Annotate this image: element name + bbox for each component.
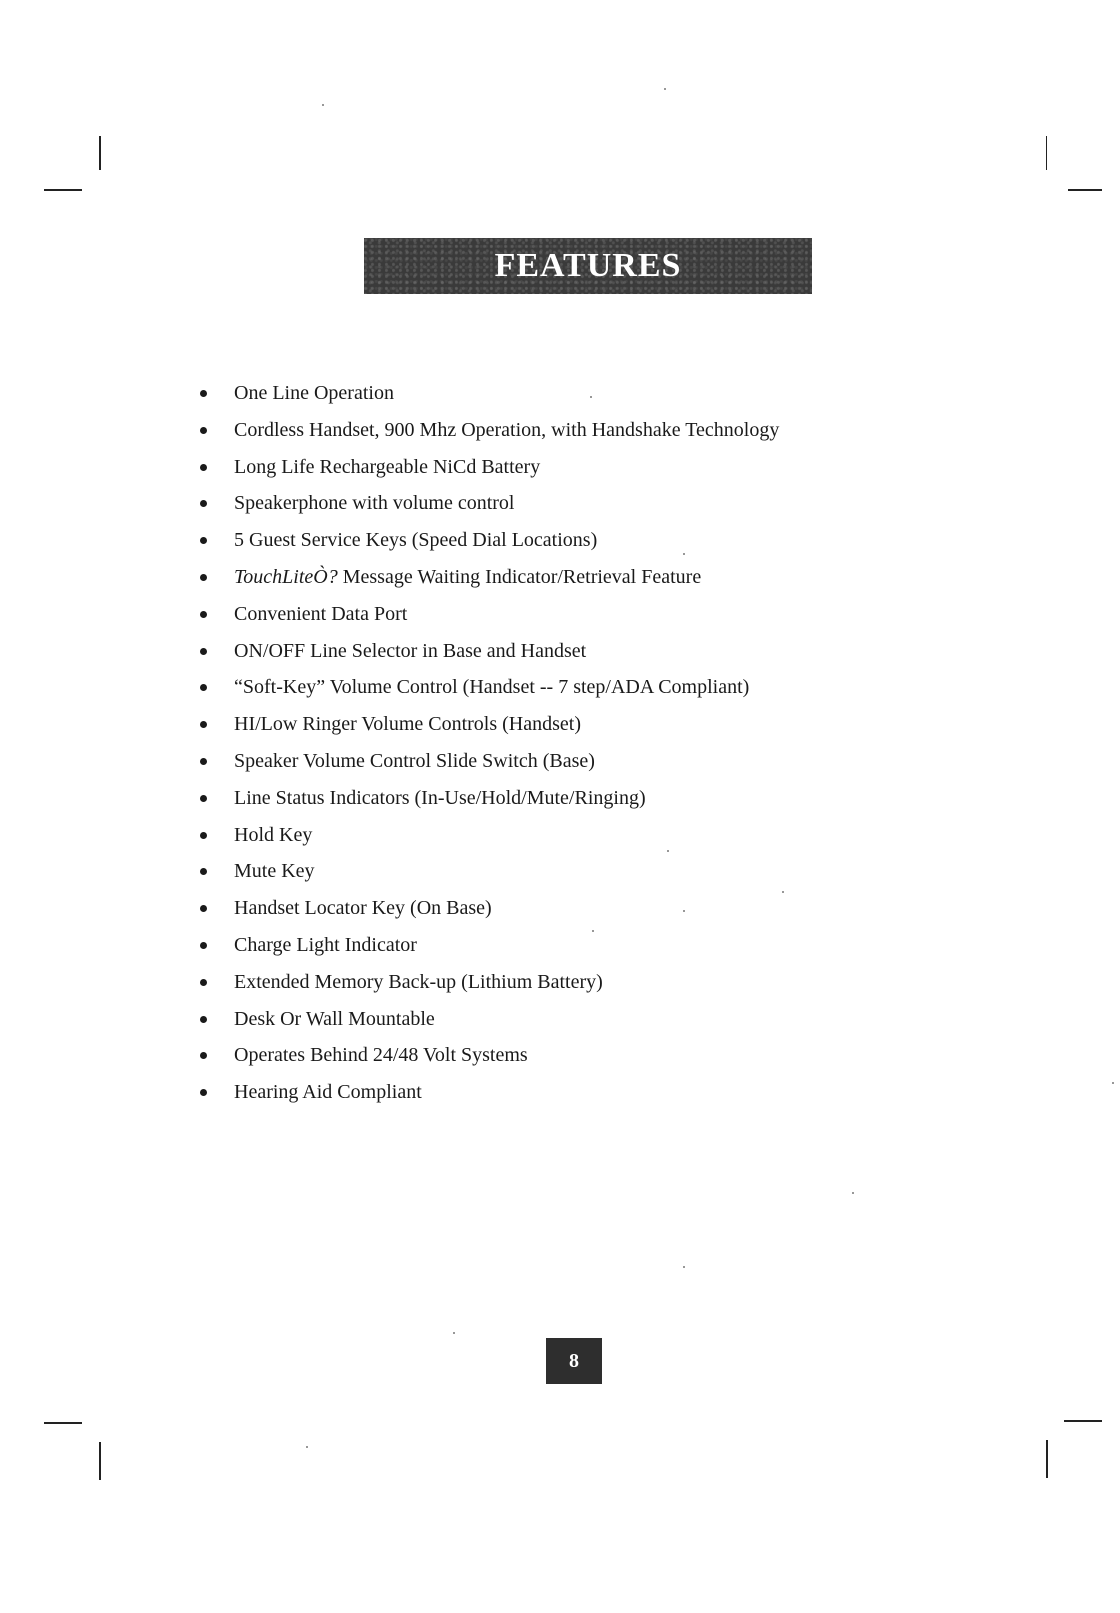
feature-text: Charge Light Indicator [234, 933, 417, 956]
list-item [196, 780, 779, 817]
bullet-icon [200, 1052, 207, 1059]
list-item [196, 964, 779, 1001]
list-item [196, 927, 779, 964]
scan-speckle [664, 88, 666, 90]
bullet-icon [200, 611, 207, 618]
bullet-icon [200, 832, 207, 839]
scan-speckle [322, 104, 324, 106]
scan-speckle [852, 1192, 854, 1194]
list-item [196, 1001, 779, 1038]
crop-mark-top-right-vertical [1046, 136, 1047, 170]
scan-speckle [453, 1332, 455, 1334]
list-item [196, 817, 779, 854]
feature-text: Speaker Volume Control Slide Switch (Base) [234, 749, 595, 772]
feature-text: Handset Locator Key (On Base) [234, 897, 492, 920]
scan-speckle [667, 850, 669, 852]
crop-mark-top-left-vertical [99, 136, 101, 170]
list-item [196, 485, 779, 522]
crop-mark-bottom-right-vertical [1046, 1440, 1048, 1478]
list-item [196, 853, 779, 890]
page-number-text: 8 [569, 1349, 579, 1372]
list-item [196, 596, 779, 633]
trademark-name: TouchLiteÒ? [234, 565, 338, 588]
feature-text-rest: Message Waiting Indicator/Retrieval Feature [337, 565, 702, 588]
bullet-icon [200, 979, 207, 986]
bullet-icon [200, 464, 207, 471]
list-item [196, 706, 779, 743]
list-item [196, 559, 779, 596]
crop-mark-bottom-right-horizontal [1064, 1420, 1102, 1422]
bullet-icon [200, 905, 207, 912]
feature-text: Hold Key [234, 823, 313, 846]
list-item [196, 890, 779, 927]
feature-text: Mute Key [234, 860, 315, 883]
feature-text: ON/OFF Line Selector in Base and Handset [234, 639, 587, 662]
list-item [196, 743, 779, 780]
bullet-icon [200, 942, 207, 949]
bullet-icon [200, 390, 207, 397]
scan-speckle [683, 1266, 685, 1268]
scan-speckle [683, 910, 685, 912]
feature-text: Long Life Rechargeable NiCd Battery [234, 455, 541, 478]
features-list [196, 375, 779, 1111]
feature-text: “Soft-Key” Volume Control (Handset -- 7 step/ADA Compliant) [234, 676, 750, 699]
features-title-banner [364, 238, 812, 294]
feature-text: One Line Operation [234, 382, 394, 404]
feature-text [234, 566, 701, 588]
feature-text: Desk Or Wall Mountable [234, 1007, 435, 1030]
scan-speckle [306, 1446, 308, 1448]
list-item [196, 375, 779, 412]
bullet-icon [200, 648, 207, 655]
bullet-icon [200, 1089, 207, 1096]
page-number [546, 1338, 602, 1384]
bullet-icon [200, 684, 207, 691]
feature-text: Speakerphone with volume control [234, 492, 515, 515]
bullet-icon [200, 427, 207, 434]
feature-text: Cordless Handset, 900 Mhz Operation, with Handshake Technology [234, 418, 780, 441]
scan-speckle [683, 553, 685, 555]
feature-text: Convenient Data Port [234, 602, 408, 625]
scan-speckle [1112, 1082, 1114, 1084]
bullet-icon [200, 758, 207, 765]
bullet-icon [200, 868, 207, 875]
list-item [196, 1037, 779, 1074]
feature-text: 5 Guest Service Keys (Speed Dial Locations) [234, 529, 598, 552]
list-item [196, 1074, 779, 1111]
crop-mark-top-left-horizontal [44, 189, 82, 191]
bullet-icon [200, 1016, 207, 1023]
crop-mark-bottom-left-vertical [99, 1442, 101, 1480]
scan-speckle [782, 891, 784, 893]
bullet-icon [200, 795, 207, 802]
page-title: FEATURES [494, 247, 682, 284]
bullet-icon [200, 500, 207, 507]
crop-mark-bottom-left-horizontal [44, 1422, 82, 1424]
feature-text: Operates Behind 24/48 Volt Systems [234, 1044, 528, 1067]
feature-text: Line Status Indicators (In-Use/Hold/Mute/Ringing) [234, 786, 646, 809]
bullet-icon [200, 574, 207, 581]
feature-text: Extended Memory Back-up (Lithium Battery) [234, 970, 603, 993]
list-item [196, 412, 779, 449]
bullet-icon [200, 721, 207, 728]
list-item [196, 669, 779, 706]
feature-text: HI/Low Ringer Volume Controls (Handset) [234, 713, 582, 736]
list-item [196, 449, 779, 486]
list-item [196, 522, 779, 559]
bullet-icon [200, 537, 207, 544]
feature-text: Hearing Aid Compliant [234, 1081, 422, 1104]
scan-speckle [590, 396, 592, 398]
list-item [196, 633, 779, 670]
scan-speckle [592, 930, 594, 932]
crop-mark-top-right-horizontal [1068, 189, 1102, 191]
